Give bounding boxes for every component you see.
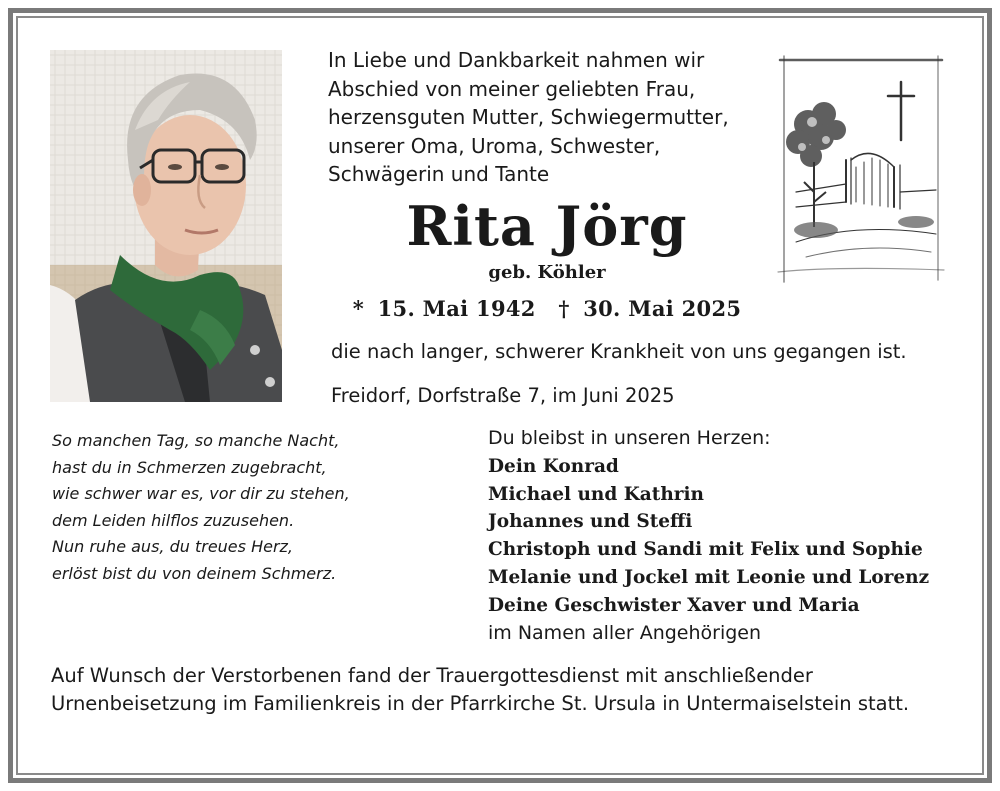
family-closing: im Namen aller Angehörigen: [488, 621, 762, 644]
family-member: Deine Geschwister Xaver und Maria: [488, 594, 860, 616]
poem-line: dem Leiden hilflos zuzusehen.: [52, 510, 295, 530]
passing-text: die nach langer, schwerer Krankheit von uns gegangen ist.: [331, 340, 907, 363]
family-member: Christoph und Sandi mit Felix und Sophie: [488, 539, 923, 561]
family-member: Michael und Kathrin: [488, 483, 705, 505]
funeral-notice: Auf Wunsch der Verstorbenen fand der Trauergottesdienst mit anschließender Urnenbeisetzung im Familienkreis in der Pfarrkirche St. Ursula in Untermaiselstein statt.: [51, 664, 910, 715]
death-symbol: †: [558, 296, 570, 321]
family-member: Dein Konrad: [488, 455, 619, 477]
family-list: [488, 425, 929, 647]
intro-line: In Liebe und Dankbarkeit nahmen wir: [328, 48, 705, 72]
birth-date: 15. Mai 1942: [377, 296, 536, 321]
intro-line: Abschied von meiner geliebten Frau,: [328, 76, 696, 101]
death-date: 30. Mai 2025: [583, 296, 742, 321]
intro-line: Schwägerin und Tante: [328, 162, 550, 186]
poem-line: wie schwer war es, vor dir zu stehen,: [52, 484, 350, 503]
family-member: Johannes und Steffi: [488, 511, 693, 533]
poem-line: hast du in Schmerzen zugebracht,: [52, 457, 327, 477]
maiden-name: geb. Köhler: [488, 262, 606, 283]
place-date: Freidorf, Dorfstraße 7, im Juni 2025: [331, 384, 675, 407]
portrait-illustration: [50, 50, 282, 402]
poem-line: Nun ruhe aus, du treues Herz,: [52, 537, 293, 556]
life-dates: [330, 296, 764, 321]
family-member: Melanie und Jockel mit Leonie und Lorenz: [488, 566, 930, 588]
portrait-photo: [50, 50, 282, 402]
deceased-name: Rita Jörg: [406, 194, 688, 258]
intro-line: unserer Oma, Uroma, Schwester,: [328, 133, 661, 158]
intro-text: [328, 46, 729, 189]
intro-line: herzensguten Mutter, Schwiegermutter,: [328, 105, 729, 129]
poem-line: erlöst bist du von deinem Schmerz.: [52, 563, 337, 583]
cemetery-gate-drawing: [776, 52, 946, 287]
birth-symbol: *: [352, 296, 365, 321]
family-heading: Du bleibst in unseren Herzen:: [488, 427, 771, 449]
poem: [52, 428, 350, 587]
poem-line: So manchen Tag, so manche Nacht,: [52, 431, 340, 450]
